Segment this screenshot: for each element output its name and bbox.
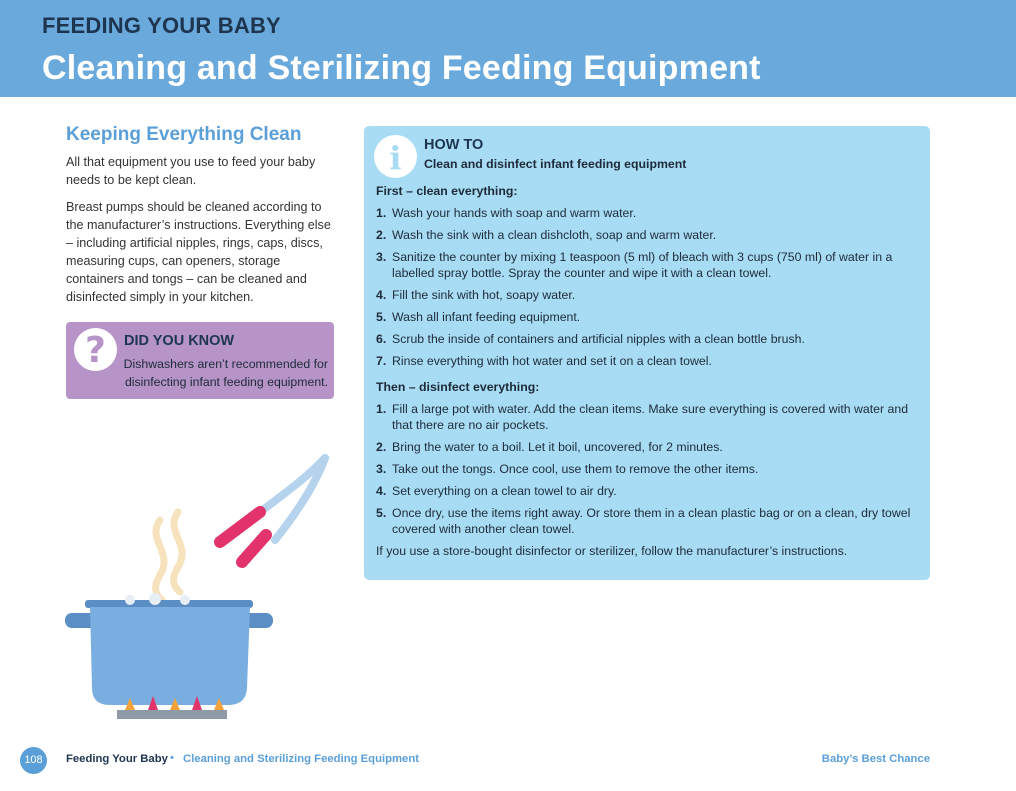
step-number: 2. xyxy=(376,440,387,454)
how-to-box xyxy=(364,126,930,580)
step-text: Take out the tongs. Once cool, use them to remove the other items. xyxy=(392,462,759,476)
step-text: Wash your hands with soap and warm water. xyxy=(392,206,637,220)
disinfect-heading: Then – disinfect everything: xyxy=(376,380,540,394)
step-text: Once dry, use the items right away. Or store them in a clean plastic bag or on a clean, dry towel covered with another clean towel. xyxy=(392,506,911,536)
clean-steps-list xyxy=(376,205,916,369)
list-item xyxy=(376,353,916,369)
step-number: 6. xyxy=(376,332,387,346)
list-item xyxy=(376,505,916,537)
keeping-clean-heading: Keeping Everything Clean xyxy=(66,124,302,145)
step-text: Wash all infant feeding equipment. xyxy=(392,310,581,324)
step-number: 4. xyxy=(376,288,387,302)
step-text: Scrub the inside of containers and artificial nipples with a clean bottle brush. xyxy=(392,332,805,346)
step-text: Wash the sink with a clean dishcloth, soap and warm water. xyxy=(392,228,717,242)
list-item xyxy=(376,483,916,499)
disinfect-steps-list xyxy=(376,401,916,537)
step-number: 3. xyxy=(376,250,387,264)
list-item xyxy=(376,287,916,303)
info-icon: i xyxy=(374,135,417,178)
did-you-know-title: DID YOU KNOW xyxy=(124,333,235,349)
footer-chapter-title: Cleaning and Sterilizing Feeding Equipment xyxy=(183,753,419,765)
list-item xyxy=(376,461,916,477)
step-number: 5. xyxy=(376,506,387,520)
step-number: 4. xyxy=(376,484,387,498)
footer-section-title: Feeding Your Baby xyxy=(66,753,168,765)
page-header xyxy=(0,0,1016,97)
clean-heading: First – clean everything: xyxy=(376,184,518,198)
did-you-know-text: Dishwashers aren’t recommended for disinfecting infant feeding equipment. xyxy=(123,357,328,389)
keeping-clean-section xyxy=(66,124,336,315)
step-text: Fill the sink with hot, soapy water. xyxy=(392,288,576,302)
did-you-know-box xyxy=(66,322,334,399)
step-text: Rinse everything with hot water and set it on a clean towel. xyxy=(392,354,712,368)
step-number: 1. xyxy=(376,402,387,416)
page-title: Cleaning and Sterilizing Feeding Equipment xyxy=(42,49,761,87)
list-item xyxy=(376,249,916,281)
question-mark-icon: ? xyxy=(74,328,117,371)
step-number: 5. xyxy=(376,310,387,324)
step-text: Bring the water to a boil. Let it boil, uncovered, for 2 minutes. xyxy=(392,440,723,454)
how-to-subtitle: Clean and disinfect infant feeding equipment xyxy=(424,157,687,171)
list-item xyxy=(376,331,916,347)
section-label: FEEDING YOUR BABY xyxy=(42,13,281,38)
steam-icon xyxy=(156,512,183,600)
step-number: 2. xyxy=(376,228,387,242)
step-number: 3. xyxy=(376,462,387,476)
step-number: 1. xyxy=(376,206,387,220)
intro-paragraph: All that equipment you use to feed your baby needs to be kept clean. xyxy=(66,155,316,187)
pot-icon xyxy=(65,593,273,705)
cleaning-paragraph: Breast pumps should be cleaned according to the manufacturer’s instructions. Everything else – including artificial nipples, rings, caps, discs, measuring cups, can openers, storage containers and tongs – can be cleaned and disinfected simply in your kitchen. xyxy=(66,200,331,304)
page-number-badge: 108 xyxy=(20,747,47,774)
how-to-footer-note: If you use a store-bought disinfector or sterilizer, follow the manufacturer’s instructions. xyxy=(376,544,848,558)
list-item xyxy=(376,309,916,325)
footer-separator: • xyxy=(170,752,174,764)
list-item xyxy=(376,401,916,433)
how-to-title: HOW TO xyxy=(424,137,484,153)
how-to-body xyxy=(376,183,916,559)
footer-book-title: Baby’s Best Chance xyxy=(821,753,930,765)
step-number: 7. xyxy=(376,354,387,368)
list-item xyxy=(376,439,916,455)
step-text: Fill a large pot with water. Add the clean items. Make sure everything is covered with water and that there are no air pockets. xyxy=(392,402,909,432)
step-text: Sanitize the counter by mixing 1 teaspoon (5 ml) of bleach with 3 cups (750 ml) of water in a labelled spray bottle. Spray the counter and wipe it with a clean towel. xyxy=(392,250,893,280)
page-footer xyxy=(0,744,1016,774)
list-item xyxy=(376,227,916,243)
step-text: Set everything on a clean towel to air dry. xyxy=(392,484,617,498)
list-item xyxy=(376,205,916,221)
tongs-icon xyxy=(220,458,325,562)
pot-on-stove-illustration xyxy=(60,440,360,740)
